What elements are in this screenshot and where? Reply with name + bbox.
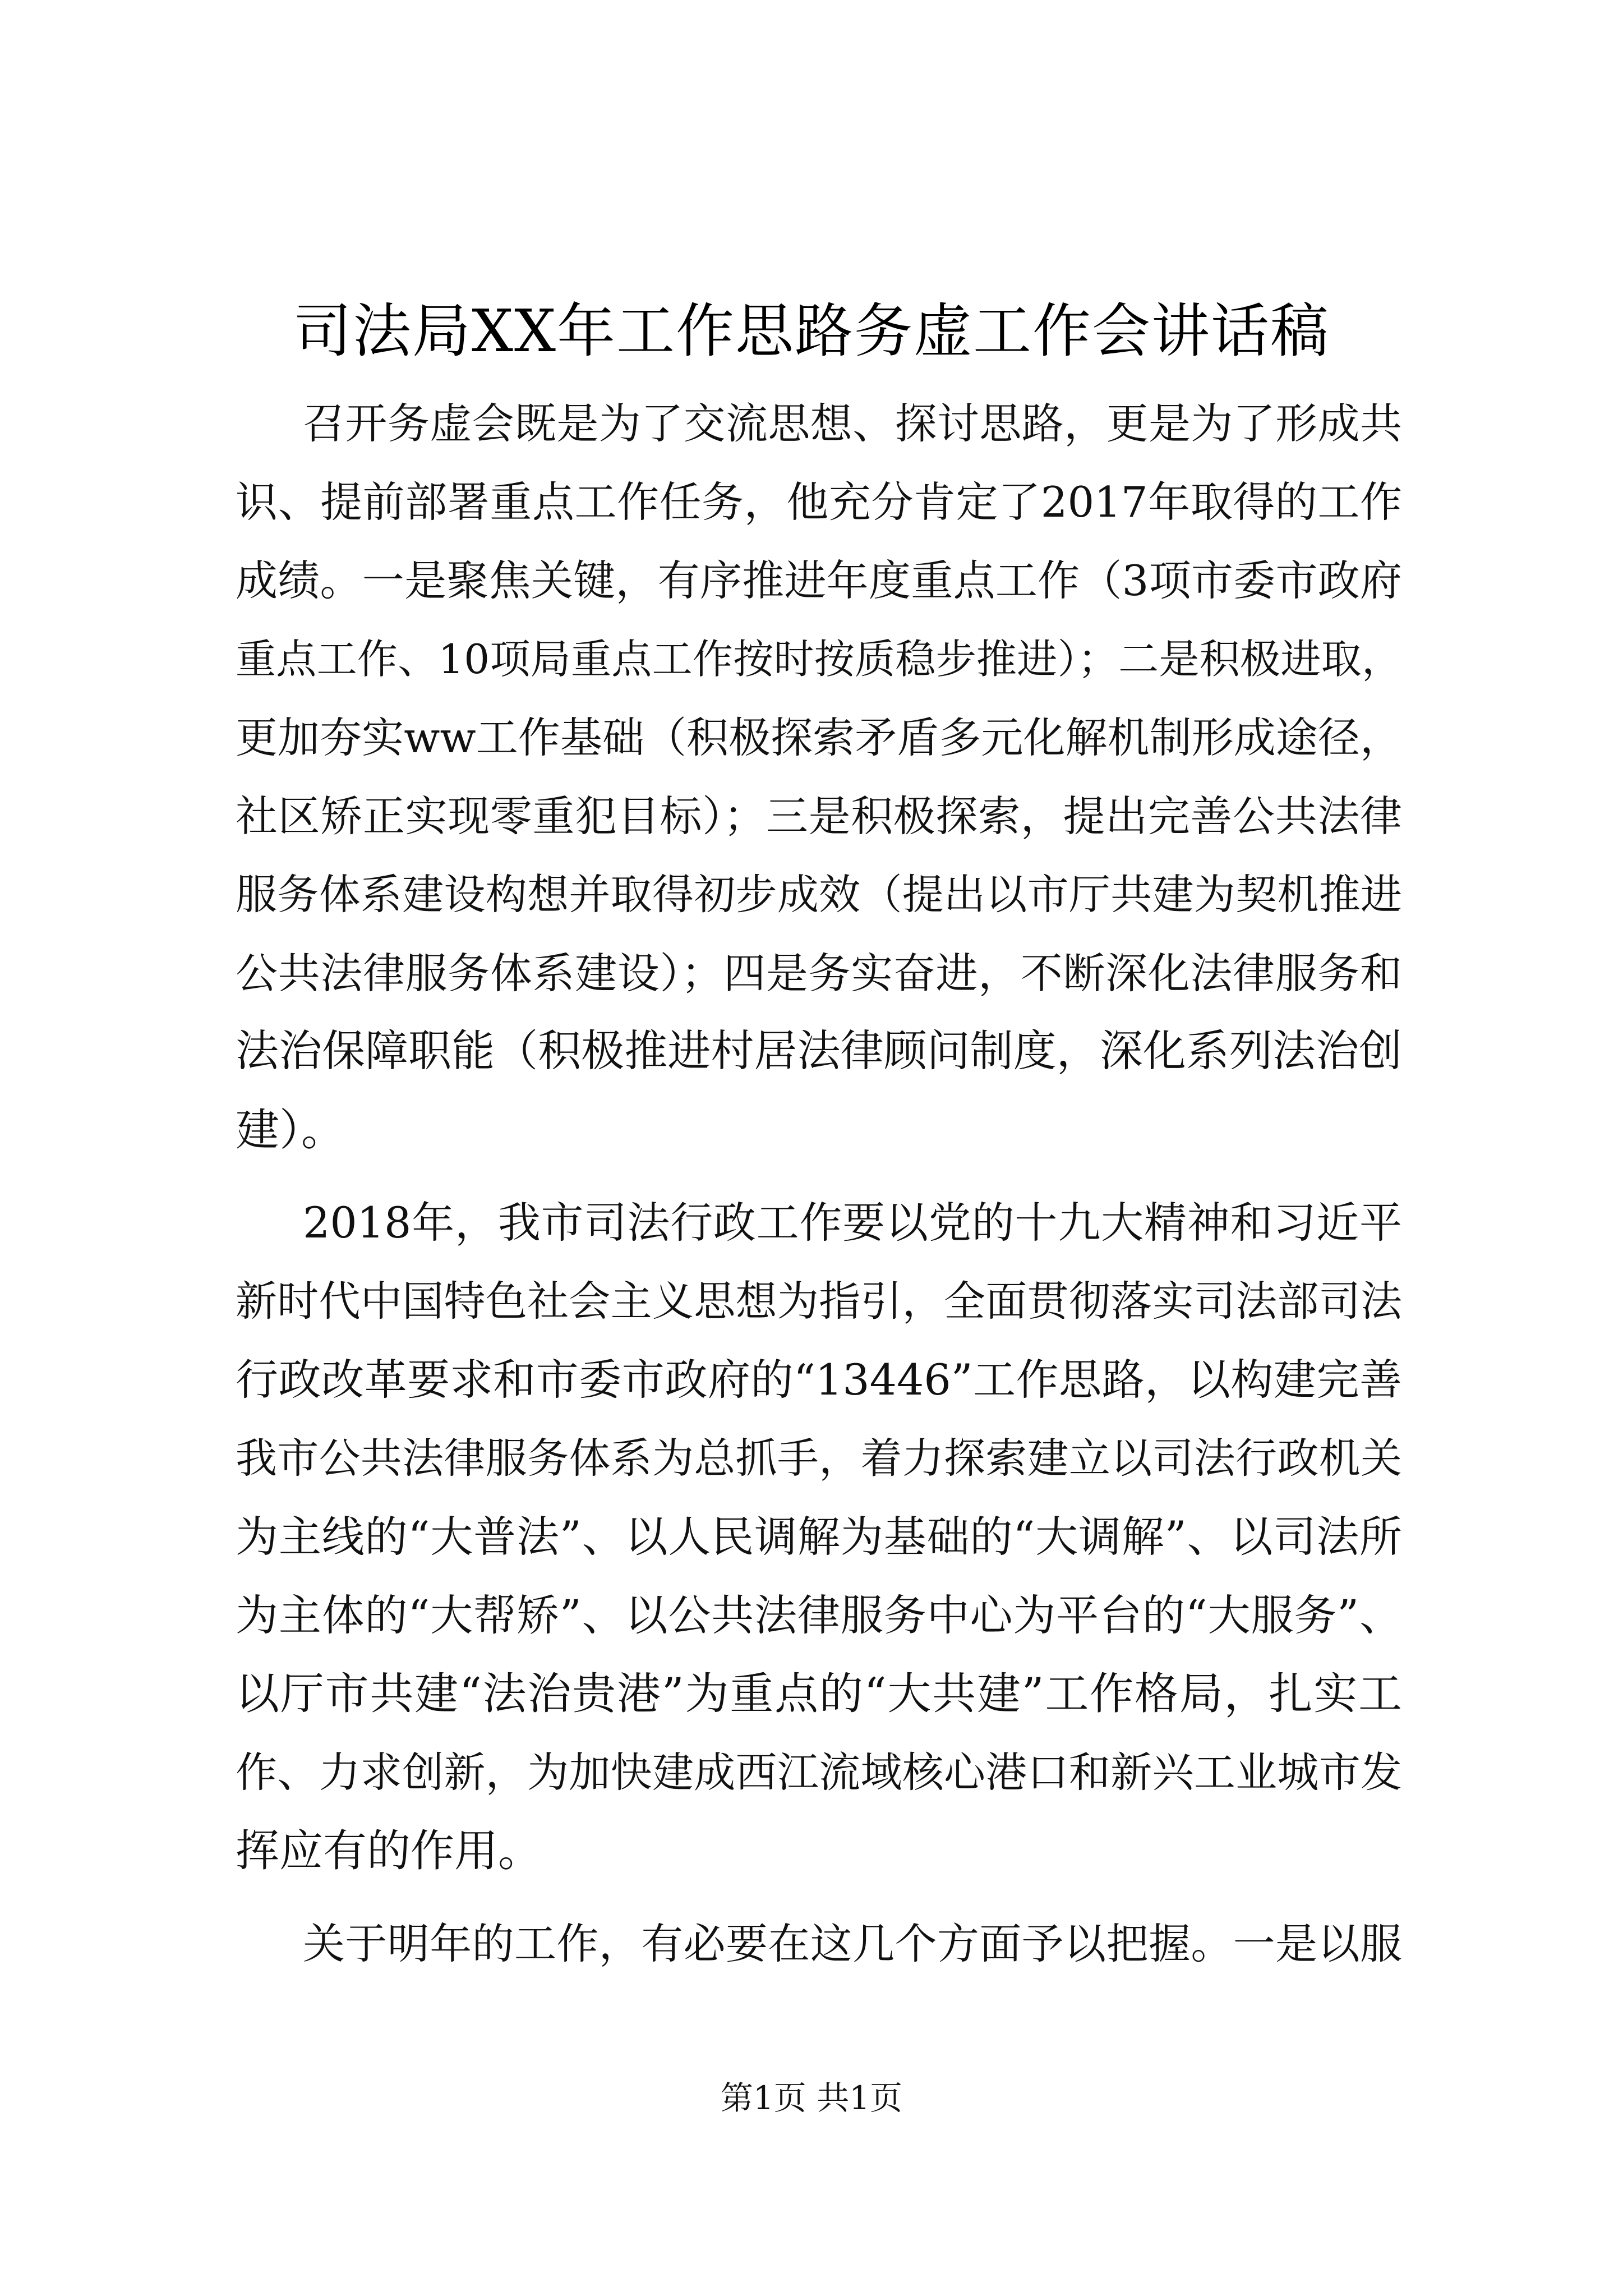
paragraph-1-line-3: 成绩。一是聚焦关键，有序推进年度重点工作（3项市委市政府 (236, 556, 1402, 605)
paragraph-2-line-8: 作、力求创新，为加快建成西江流域核心港口和新兴工业城市发 (236, 1749, 1402, 1797)
paragraph-2-line-1: 2018年，我市司法行政工作要以党的十九大精神和习近平 (303, 1198, 1402, 1248)
paragraph-1-line-6: 社区矫正实现零重犯目标）；三是积极探索，提出完善公共法律 (236, 792, 1402, 841)
paragraph-1-line-9: 法治保障职能（积极推进村居法律顾问制度，深化系列法治创 (236, 1027, 1402, 1076)
paragraph-1-line-7: 服务体系建设构想并取得初步成效（提出以市厅共建为契机推进 (236, 871, 1402, 919)
paragraph-1-line-4: 重点工作、10项局重点工作按时按质稳步推进）；二是积极进取， (236, 636, 1402, 683)
paragraph-1-line-5: 更加夯实ww工作基础（积极探索矛盾多元化解机制形成途径， (236, 713, 1402, 762)
paragraph-2-line-6: 为主体的“大帮矫”、以公共法律服务中心为平台的“大服务”、 (236, 1590, 1402, 1640)
page-number-footer: 第1页 共1页 (720, 2079, 903, 2117)
paragraph-1-line-2: 识、提前部署重点工作任务，他充分肯定了2017年取得的工作 (236, 477, 1402, 527)
paragraph-2-line-5: 为主线的“大普法”、以人民调解为基础的“大调解”、以司法所 (236, 1512, 1402, 1562)
paragraph-1-line-10: 建）。 (236, 1105, 345, 1156)
paragraph-3-line-1: 关于明年的工作，有必要在这几个方面予以把握。一是以服 (303, 1919, 1402, 1968)
paragraph-2-line-9: 挥应有的作用。 (236, 1826, 542, 1876)
document-title: 司法局XX年工作思路务虚工作会讲话稿 (293, 297, 1330, 365)
paragraph-2-line-2: 新时代中国特色社会主义思想为指引，全面贯彻落实司法部司法 (236, 1277, 1402, 1326)
paragraph-2-line-7: 以厅市共建“法治贵港”为重点的“大共建”工作格局，扎实工 (236, 1669, 1402, 1719)
paragraph-2-line-4: 我市公共法律服务体系为总抓手，着力探索建立以司法行政机关 (236, 1434, 1402, 1483)
paragraph-1-line-8: 公共法律服务体系建设）；四是务实奋进，不断深化法律服务和 (236, 949, 1402, 998)
paragraph-2-line-3: 行政改革要求和市委市政府的“13446”工作思路，以构建完善 (236, 1355, 1402, 1405)
paragraph-1-line-1: 召开务虚会既是为了交流思想、探讨思路，更是为了形成共 (303, 399, 1402, 448)
